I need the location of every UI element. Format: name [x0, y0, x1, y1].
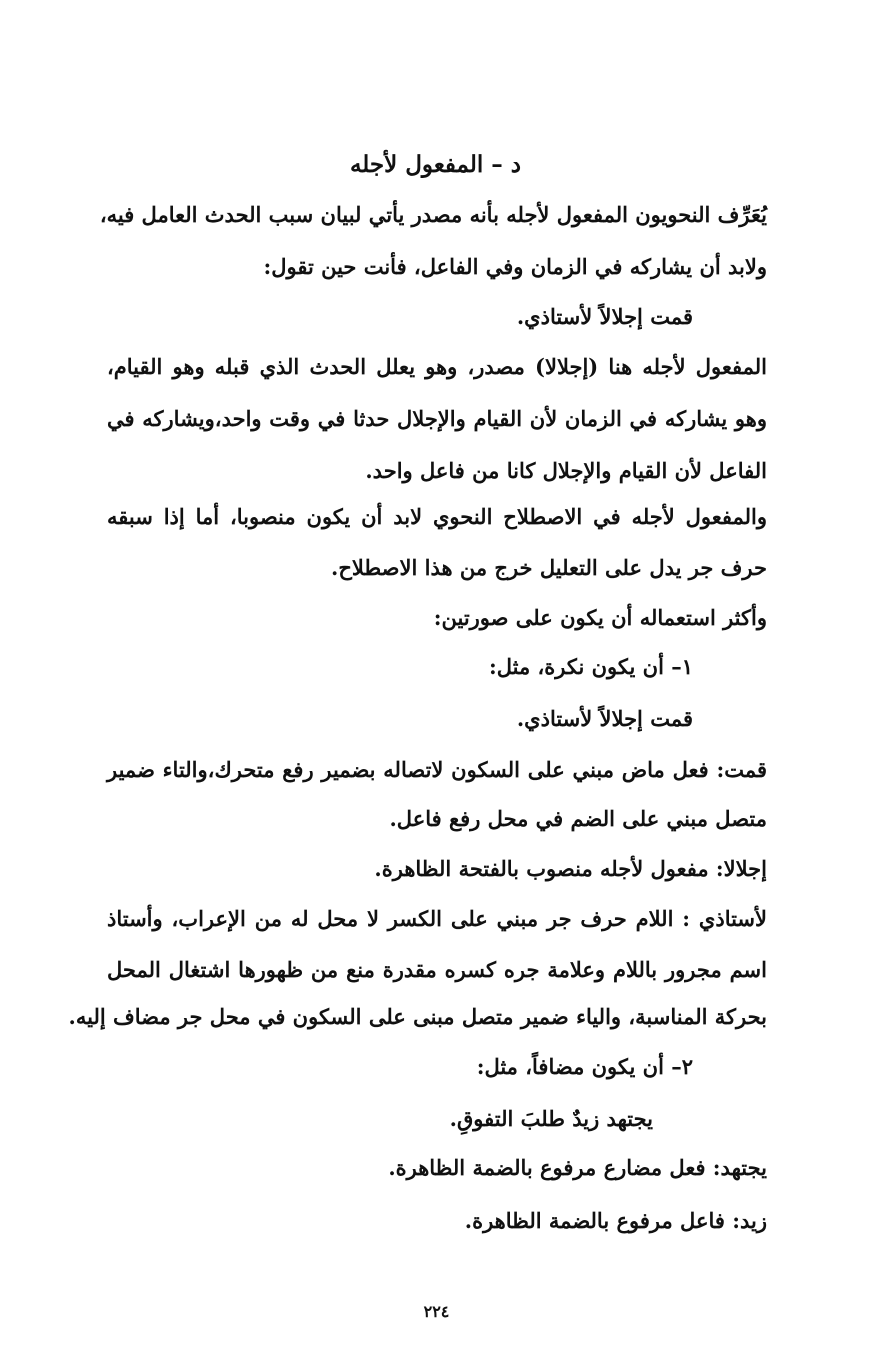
text-line: المفعول لأجله هنا (إجلالا) مصدر، وهو يعلل الحدث الذي قبله وهو القيام، — [107, 354, 767, 379]
text-line: حرف جر يدل على التعليل خرج من هذا الاصطلاح. — [331, 555, 767, 580]
text-line: والمفعول لأجله في الاصطلاح النحوي لابد أن يكون منصوبا، أما إذا سبقه — [107, 504, 767, 529]
text-line: الفاعل لأن القيام والإجلال كانا من فاعل واحد. — [365, 458, 767, 483]
list-item: ٢– أن يكون مضافاً، مثل: — [476, 1054, 693, 1079]
text-line: زيد: فاعل مرفوع بالضمة الظاهرة. — [464, 1208, 767, 1233]
text-line: متصل مبني على الضم في محل رفع فاعل. — [389, 806, 767, 831]
example-sentence: قمت إجلالاً لأستاذي. — [516, 304, 693, 329]
text-line: وهو يشاركه في الزمان لأن القيام والإجلال حدثا في وقت واحد،ويشاركه في — [107, 406, 767, 431]
text-line: قمت: فعل ماض مبني على السكون لاتصاله بضمير رفع متحرك،والتاء ضمير — [107, 757, 767, 782]
list-item: ١– أن يكون نكرة، مثل: — [488, 654, 693, 679]
section-heading: د – المفعول لأجله — [349, 151, 521, 178]
text-line: ولابد أن يشاركه في الزمان وفي الفاعل، فأنت حين تقول: — [263, 254, 767, 279]
example-sentence: يجتهد زيدٌ طلبَ التفوقِ. — [449, 1106, 653, 1131]
text-line: لأستاذي : اللام حرف جر مبني على الكسر لا محل له من الإعراب، وأستاذ — [107, 906, 767, 931]
text-line: يجتهد: فعل مضارع مرفوع بالضمة الظاهرة. — [388, 1155, 767, 1180]
text-line: إجلالا: مفعول لأجله منصوب بالفتحة الظاهرة. — [374, 856, 767, 881]
text-line: وأكثر استعماله أن يكون على صورتين: — [433, 605, 767, 630]
text-line: يُعَرِّف النحويون المفعول لأجله بأنه مصدر يأتي لبيان سبب الحدث العامل فيه، — [99, 202, 767, 227]
page-number: ٢٢٤ — [423, 1302, 450, 1321]
text-line: اسم مجرور باللام وعلامة جره كسره مقدرة منع من ظهورها اشتغال المحل — [107, 957, 767, 982]
text-line: بحركة المناسبة، والياء ضمير متصل مبنى على السكون في محل جر مضاف إليه. — [68, 1004, 767, 1029]
example-sentence: قمت إجلالاً لأستاذي. — [516, 706, 693, 731]
